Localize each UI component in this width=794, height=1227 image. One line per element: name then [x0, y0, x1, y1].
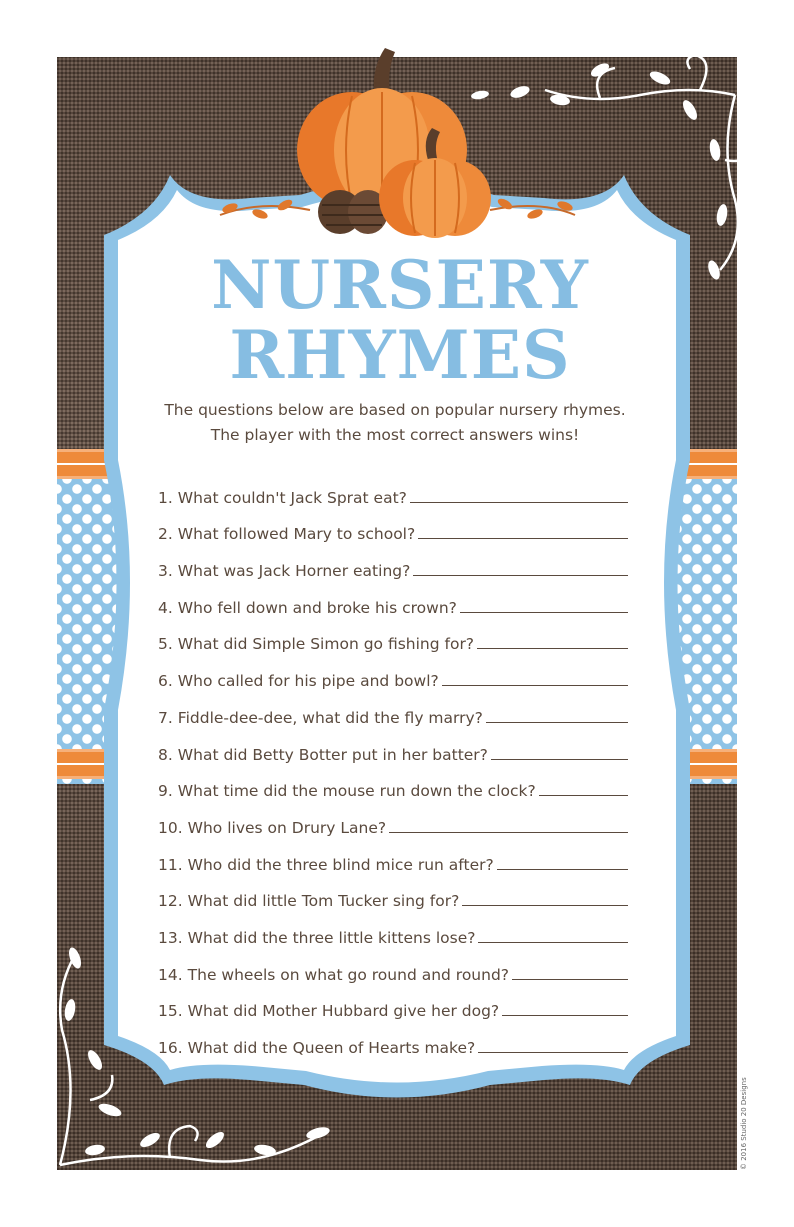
question-text: Who did the three blind mice run after?: [187, 855, 494, 874]
question-list: [158, 470, 628, 1057]
question-number: 12.: [158, 892, 183, 911]
question-number: 8.: [158, 745, 173, 764]
question-number: 9.: [158, 782, 173, 801]
answer-line[interactable]: [389, 832, 628, 833]
question-text: What followed Mary to school?: [177, 525, 416, 544]
question-item: [158, 727, 628, 764]
question-item: [158, 874, 628, 911]
question-number: 4.: [158, 598, 173, 617]
question-number: 13.: [158, 928, 183, 947]
page-title: [110, 246, 690, 394]
question-text: What did Mother Hubbard give her dog?: [187, 1002, 500, 1021]
intro-text: The questions below are based on popular nursery rhymes. The player with the most correct answers wins!: [164, 401, 626, 444]
answer-line[interactable]: [410, 502, 628, 503]
answer-line[interactable]: [491, 759, 628, 760]
answer-line[interactable]: [502, 1015, 628, 1016]
question-item: [158, 470, 628, 507]
question-item: [158, 764, 628, 801]
question-number: 7.: [158, 708, 173, 727]
question-item: [158, 1020, 628, 1057]
question-item: [158, 947, 628, 984]
title-line-1: NURSERY: [211, 246, 589, 324]
title-line-2: RHYMES: [229, 316, 571, 394]
leaf-vine-icon: [545, 55, 746, 270]
question-text: Who fell down and broke his crown?: [177, 598, 457, 617]
question-text: Who called for his pipe and bowl?: [177, 672, 439, 691]
question-text: What did Simple Simon go fishing for?: [177, 635, 475, 654]
question-text: The wheels on what go round and round?: [187, 965, 510, 984]
question-number: 14.: [158, 965, 183, 984]
question-item: [158, 690, 628, 727]
question-item: [158, 543, 628, 580]
question-text: What was Jack Horner eating?: [177, 562, 411, 581]
answer-line[interactable]: [477, 648, 628, 649]
question-number: 1.: [158, 488, 173, 507]
answer-line[interactable]: [418, 538, 628, 539]
question-item: [158, 910, 628, 947]
answer-line[interactable]: [442, 685, 628, 686]
question-text: What couldn't Jack Sprat eat?: [177, 488, 407, 507]
answer-line[interactable]: [539, 795, 628, 796]
question-number: 11.: [158, 855, 183, 874]
question-item: [158, 580, 628, 617]
question-number: 16.: [158, 1039, 183, 1057]
question-item: [158, 507, 628, 544]
pinecone-icon: [318, 190, 388, 234]
answer-line[interactable]: [413, 575, 628, 576]
question-number: 15.: [158, 1002, 183, 1021]
answer-line[interactable]: [512, 979, 628, 980]
question-text: Who lives on Drury Lane?: [187, 818, 387, 837]
copyright-text: © 2016 Studio 20 Designs: [740, 1077, 748, 1170]
question-item: [158, 984, 628, 1021]
question-text: Fiddle-dee-dee, what did the fly marry?: [177, 708, 483, 727]
question-text: What did the three little kittens lose?: [187, 928, 476, 947]
question-text: What did Betty Botter put in her batter?: [177, 745, 488, 764]
question-item: [158, 653, 628, 690]
answer-line[interactable]: [460, 612, 628, 613]
answer-line[interactable]: [462, 905, 628, 906]
answer-line[interactable]: [497, 869, 628, 870]
question-number: 3.: [158, 562, 173, 581]
answer-line[interactable]: [478, 942, 628, 943]
answer-line[interactable]: [486, 722, 628, 723]
question-text: What time did the mouse run down the clock?: [177, 782, 536, 801]
answer-line[interactable]: [478, 1052, 628, 1053]
question-text: What did the Queen of Hearts make?: [187, 1039, 476, 1057]
question-number: 5.: [158, 635, 173, 654]
question-number: 10.: [158, 818, 183, 837]
question-text: What did little Tom Tucker sing for?: [187, 892, 460, 911]
question-item: [158, 800, 628, 837]
question-number: 6.: [158, 672, 173, 691]
question-item: [158, 837, 628, 874]
question-item: [158, 617, 628, 654]
question-number: 2.: [158, 525, 173, 544]
